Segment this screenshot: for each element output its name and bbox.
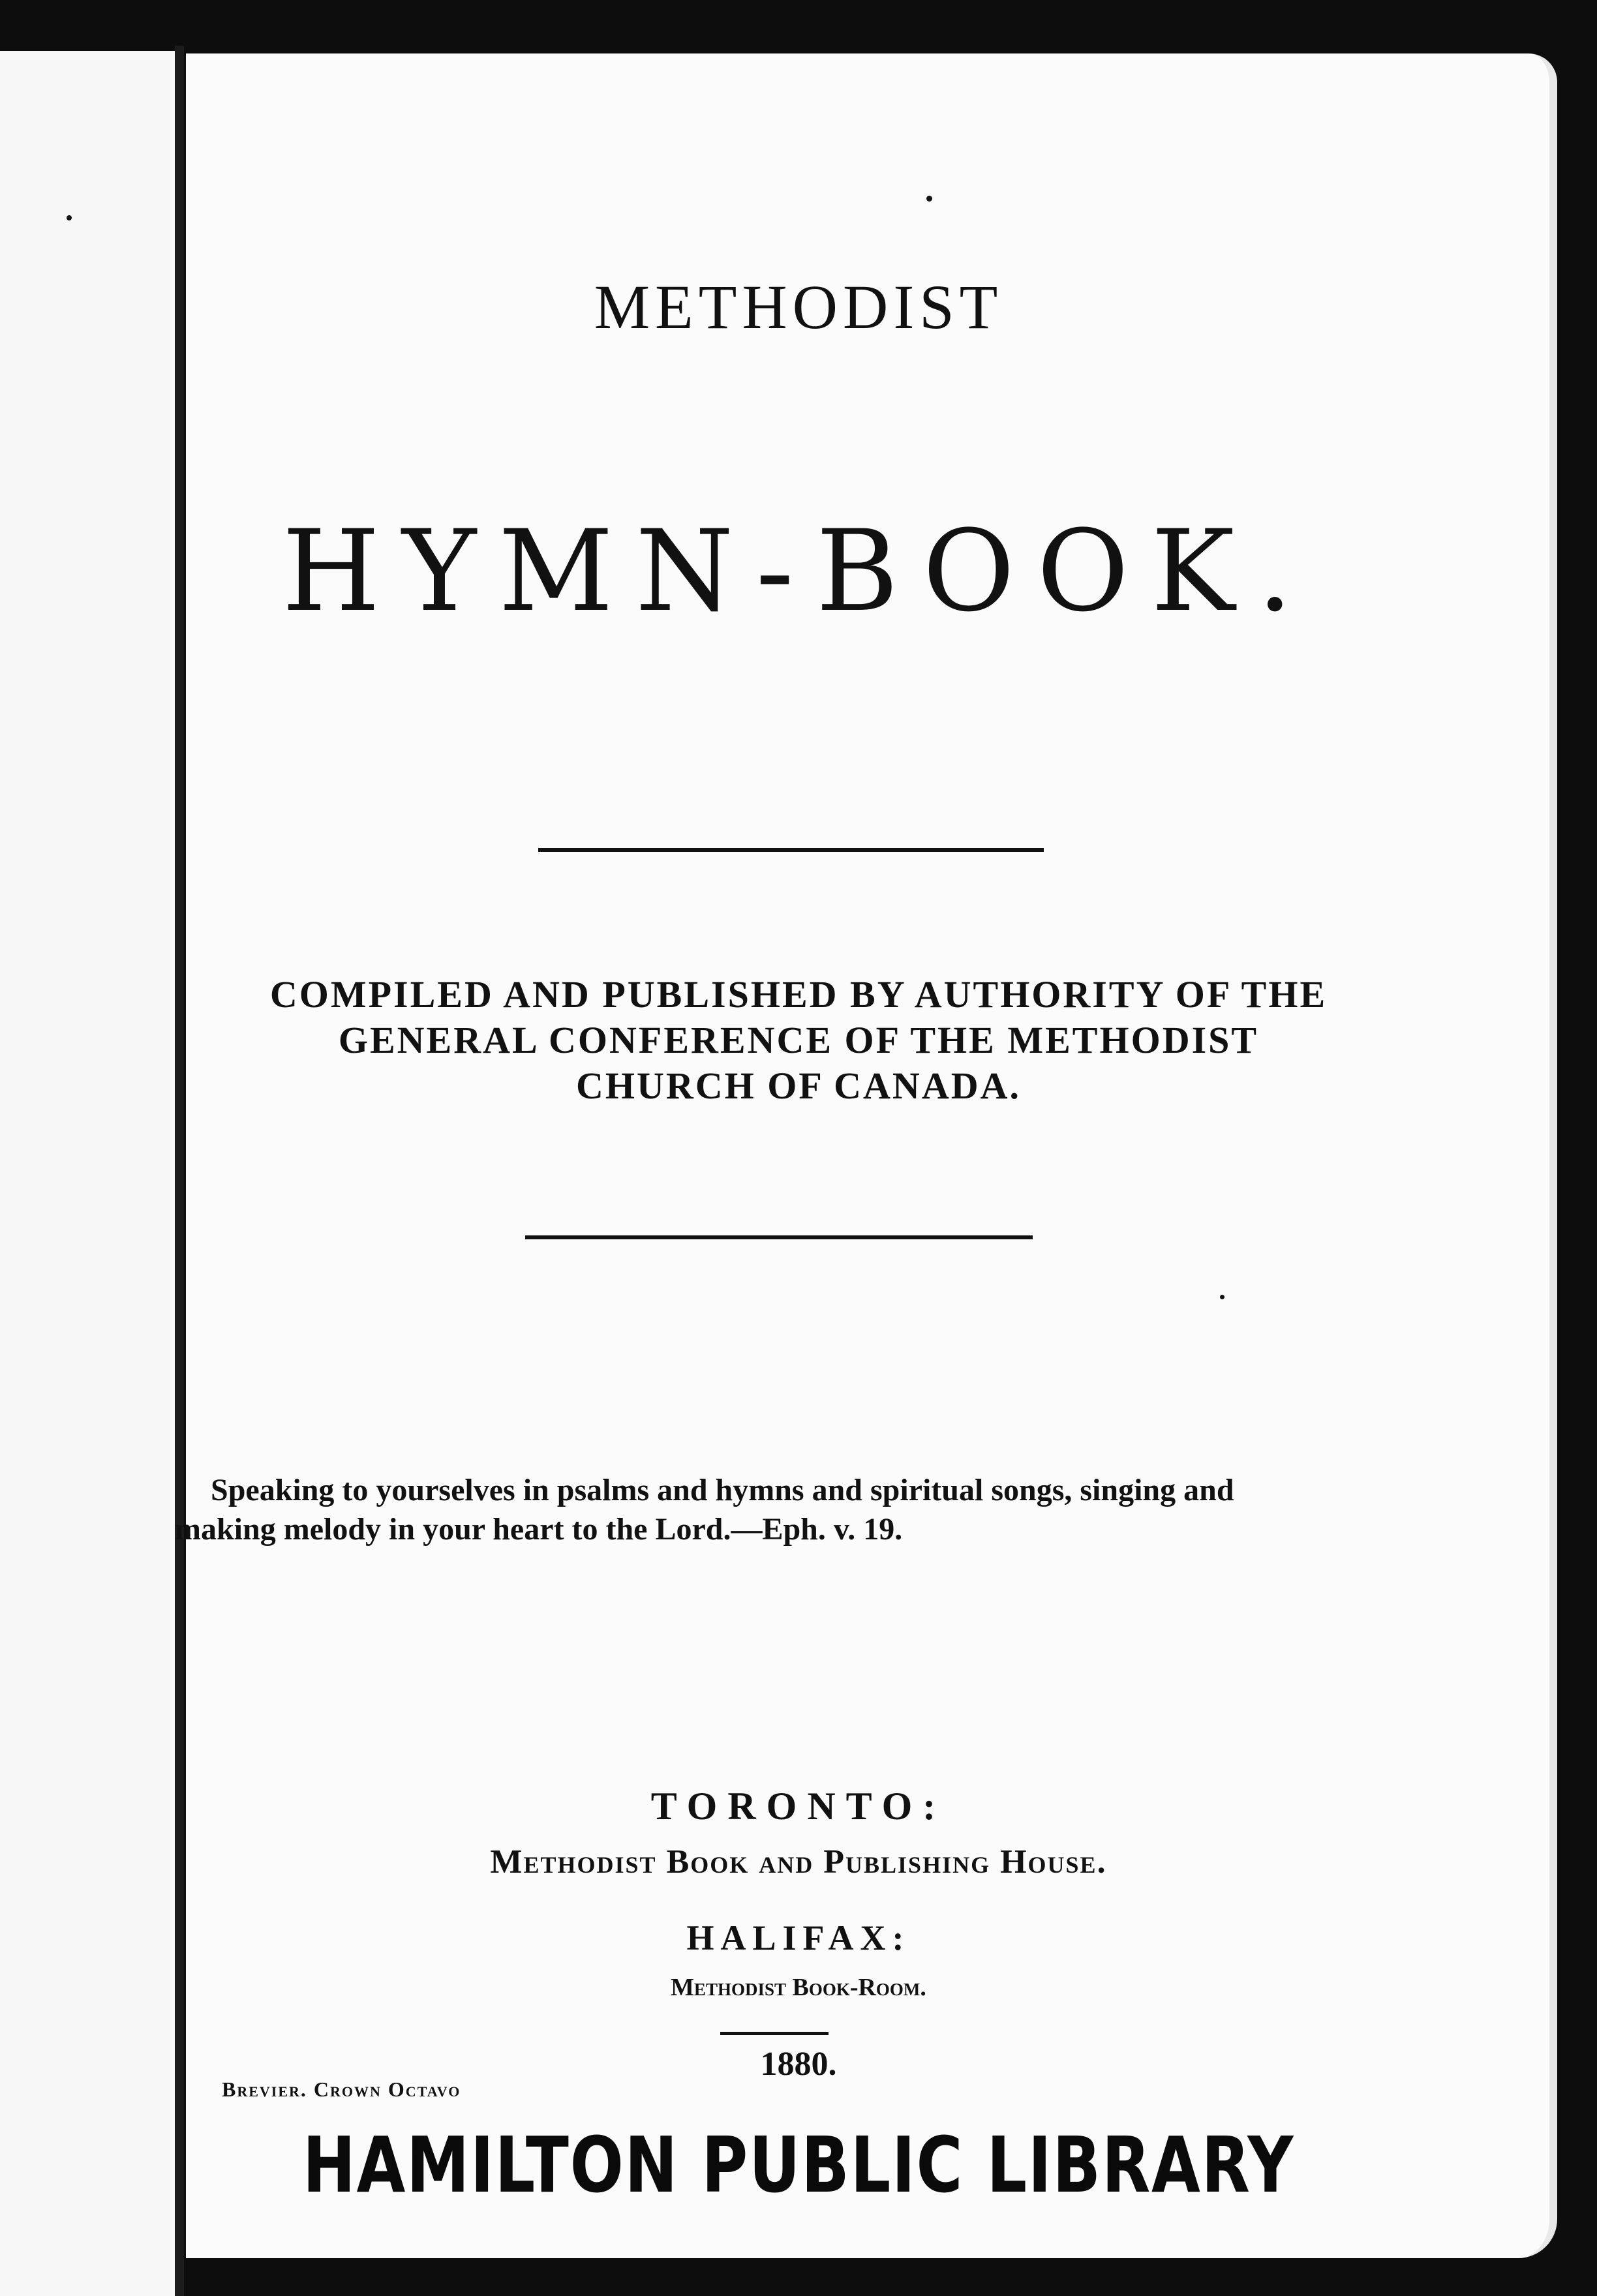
imprint-publisher-toronto: Methodist Book and Publishing House. (490, 1843, 1107, 1881)
imprint-city-halifax: HALIFAX: (686, 1918, 911, 1957)
divider-rule-2 (525, 1235, 1033, 1239)
imprint-publisher-halifax: Methodist Book-Room. (671, 1974, 926, 2001)
compiled-line-1: COMPILED AND PUBLISHED BY AUTHORITY OF THE (269, 973, 1328, 1016)
epigraph (175, 1471, 1388, 1549)
compiled-line-3: CHURCH OF CANADA. (576, 1065, 1021, 1107)
book-gutter (175, 46, 184, 2296)
divider-rule-3 (720, 2032, 829, 2035)
epigraph-line-2: making melody in your heart to the Lord.—Eph. v. 19. (175, 1512, 903, 1547)
imprint-city-toronto: TORONTO: (650, 1785, 947, 1828)
printer-note: Brevier. Crown Octavo (222, 2077, 461, 2101)
heading-methodist: METHODIST (594, 272, 1003, 342)
library-stamp: HAMILTON PUBLIC LIBRARY (302, 2120, 1295, 2210)
imprint-year: 1880. (760, 2046, 837, 2083)
divider-rule-1 (538, 848, 1044, 852)
compiled-statement (0, 972, 1597, 1109)
epigraph-line-1: Speaking to yourselves in psalms and hymns and spiritual songs, singing and (211, 1473, 1234, 1507)
compiled-line-2: GENERAL CONFERENCE OF THE METHODIST (338, 1019, 1259, 1061)
facing-page-edge (0, 51, 177, 2296)
title-hymn-book: HYMN-BOOK. (282, 506, 1315, 637)
ink-speck (926, 196, 932, 202)
ink-speck (1220, 1295, 1224, 1299)
ink-speck (67, 215, 72, 220)
